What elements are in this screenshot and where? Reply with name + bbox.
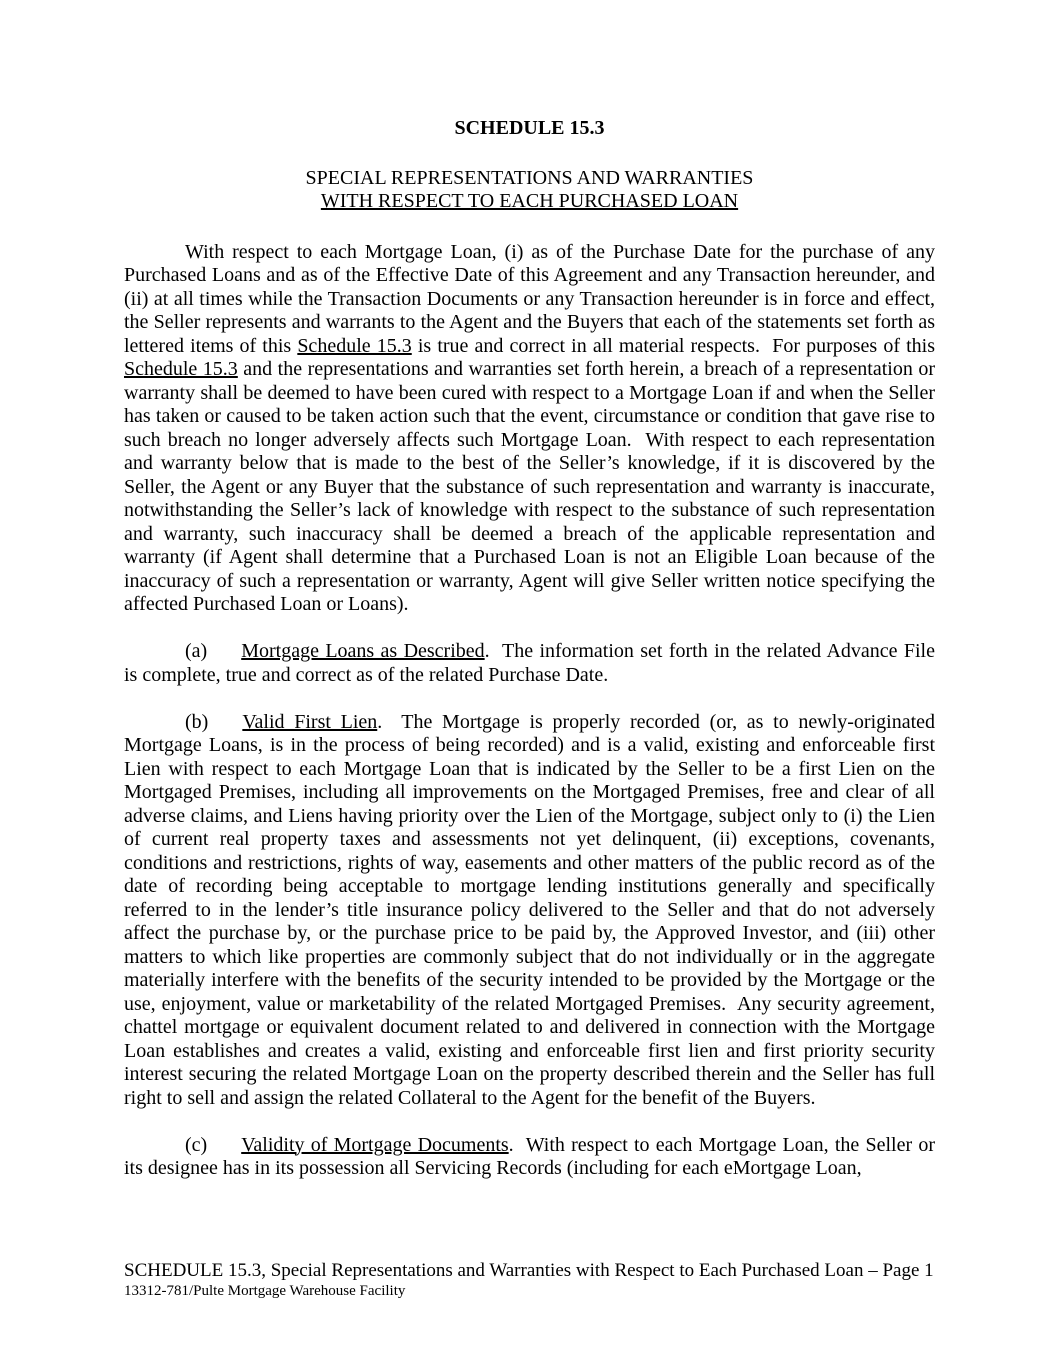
paragraph-intro: [124, 241, 935, 617]
paragraph-item-c: [124, 1134, 935, 1181]
document-header: [124, 117, 935, 214]
text-run: With respect to each Mortgage Loan, (i) as of the Purchase Date for the purchase of any Purchased Loans and as of the Effective Date of this Agreement and any Transaction hereunder, and (ii) at all times while the Transaction Documents or any Transaction hereunder is in force and effect, the Seller represents and warrants to the Agent and the Buyers that each of the statements set forth as lettered items of this: [124, 240, 935, 357]
document-footer: [124, 1260, 934, 1300]
text-run: (b): [185, 710, 209, 733]
text-run: . With respect to each Mortgage Loan, the Seller or its designee has in its possession all Servicing Records (including for each eMortgage Loan,: [124, 1133, 935, 1179]
text-run: (c): [185, 1133, 208, 1156]
schedule-title: SCHEDULE 15.3: [454, 117, 605, 139]
text-run: (a): [185, 640, 208, 662]
underlined-phrase: Valid First Lien: [242, 710, 378, 733]
text-run: and the representations and warranties set forth herein, a breach of a representation or warranty shall be deemed to have been cured with respect to a Mortgage Loan if and when the Seller has taken or caused to be taken action such that the event, circumstance or condition that gave rise to such breach no longer adversely affects such Mortgage Loan. With respect to each representation and warranty below that is made to the best of the Seller’s knowledge, if it is discovered by the Seller, the Agent or any Buyer that the substance of such representation and warranty is inaccurate, notwithstanding the Seller’s lack of knowledge with respect to the substance of such representation and warranty, such inaccuracy shall be deemed a breach of the applicable representation and warranty (if Agent shall determine that a Purchased Loan is not an Eligible Loan because of the inaccuracy of such a representation or warranty, Agent will give Seller written notice specifying the affected Purchased Loan or Loans).: [124, 358, 935, 615]
subtitle-line1: SPECIAL REPRESENTATIONS AND WARRANTIES: [305, 166, 754, 189]
underlined-phrase: Schedule 15.3: [297, 334, 412, 357]
underlined-phrase: Schedule 15.3: [124, 358, 238, 380]
underlined-phrase: Validity of Mortgage Documents: [241, 1133, 509, 1156]
text-run: . The Mortgage is properly recorded (or, as to newly-originated Mortgage Loans, is in the process of being recorded) and is a valid, existing and enforceable first Lien with respect to each Mortgage Loan that is indicated by the Seller to be a first Lien on the Mortgaged Premises, including all improvements on the Mortgaged Premises, free and clear of all adverse claims, and Liens having priority over the Lien of the Mortgage, subject only to (i) the Lien of current real property taxes and assessments not yet delinquent, (ii) exceptions, covenants, conditions and restrictions, rights of way, easements and other matters of the public record as of the date of recording being acceptable to mortgage lending institutions generally and specifically referred to in the lender’s title insurance policy delivered to the Seller and that do not adversely affect the purchase by, or the purchase price to be paid by, the Approved Investor, and (iii) other matters to which like properties are commonly subject that do not individually or in the aggregate materially interfere with the benefits of the security intended to be provided by the Mortgage or the use, enjoyment, value or marketability of the related Mortgaged Premises. Any security agreement, chattel mortgage or equivalent document related to and delivered in connection with the Mortgage Loan establishes and creates a valid, existing and enforceable first lien and first priority security interest securing the related Mortgage Loan on the property described therein and the Seller has full right to sell and assign the related Collateral to the Agent for the benefit of the Buyers.: [124, 710, 936, 1109]
document-body: [124, 241, 935, 1181]
footer-schedule-reference: SCHEDULE 15.3, Special Representations and Warranties with Respect to Each Purchased Loan – Page 1: [124, 1260, 934, 1281]
paragraph-item-b: [124, 711, 935, 1111]
paragraph-item-a: [124, 640, 935, 687]
subtitle-line2: WITH RESPECT TO EACH PURCHASED LOAN: [320, 190, 739, 212]
text-run: is true and correct in all material respects. For purposes of this: [411, 334, 935, 357]
text-run: . The information set forth in the related Advance File is complete, true and correct as of the related Purchase Date.: [124, 640, 935, 686]
underlined-phrase: Mortgage Loans as Described: [241, 640, 485, 662]
footer-matter-number: 13312-781/Pulte Mortgage Warehouse Facility: [124, 1283, 406, 1299]
